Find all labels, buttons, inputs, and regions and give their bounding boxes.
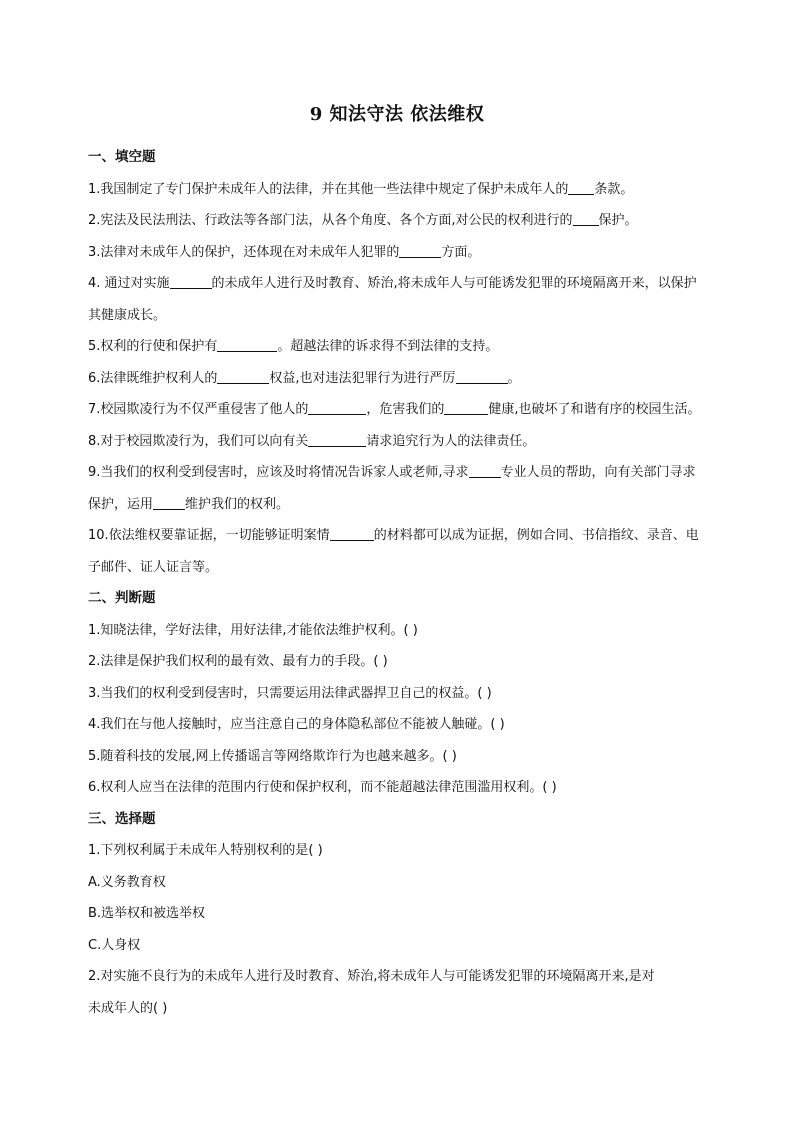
question-text: 2.宪法及民法刑法、行政法等各部门法，从各个角度、各个方面,对公民的权利进行的 [88,213,573,228]
question-text: 的未成年人进行及时教育、矫治,将未成年人与可能诱发犯罪的环境隔离开来，以保护其健康成长。 [88,276,697,323]
question-fill-10 [88,520,706,583]
question-text: 1.我国制定了专门保护未成年人的法律，并在其他一些法律中规定了保护未成年人的 [88,181,569,197]
question-fill-3 [88,237,706,269]
question-choice-1: 1.下列权利属于未成年人特别权利的是( ) [88,843,323,858]
page-title: 9 知法守法 依法维权 [309,104,485,125]
answer-blank[interactable] [153,495,185,510]
question-text: 7.校园欺凌行为不仅严重侵害了他人的 [88,402,309,417]
answer-blank[interactable] [573,211,599,226]
question-text: 8.对于校园欺凌行为，我们可以向有关 [88,433,309,449]
answer-blank[interactable] [217,369,269,384]
question-fill-4 [88,268,706,331]
question-choice-2-continued: 未成年人的( ) [88,1000,168,1016]
section-heading-fill-in: 一、填空题 [88,149,156,165]
question-text: 。超越法律的诉求得不到法律的支持。 [277,339,499,354]
answer-blank[interactable] [456,369,508,384]
worksheet-content [88,142,706,1024]
choice-option-c: C.人身权 [88,937,141,953]
answer-blank[interactable] [330,526,374,541]
question-fill-1 [88,174,706,206]
question-text: 10.依法维权要靠证据，一切能够证明案情 [88,528,330,543]
question-judge-4: 4.我们在与他人接触时，应当注意自己的身体隐私部位不能被人触碰。( ) [88,717,505,732]
question-text: 6.法律既维护权利人的 [88,370,218,386]
question-text: 维护我们的权利。 [185,496,290,512]
answer-blank[interactable] [217,337,277,352]
question-text: 健康,也破坏了和谐有序的校园生活。 [488,402,701,417]
choice-option-a: A.义务教育权 [88,874,166,890]
question-fill-2 [88,205,706,237]
question-judge-6: 6.权利人应当在法律的范围内行使和保护权利，而不能超越法律范围滥用权利。( ) [88,780,557,795]
question-judge-3: 3.当我们的权利受到侵害时，只需要运用法律武器捍卫自己的权益。( ) [88,685,492,701]
question-fill-9 [88,457,706,520]
question-judge-1: 1.知晓法律，学好法律，用好法律,才能依法维护权利。( ) [88,622,418,638]
question-text: 9.当我们的权利受到侵害时，应该及时将情况告诉家人或老师,寻求 [88,465,469,480]
question-fill-8 [88,426,706,458]
question-text: 权益,也对违法犯罪行为进行严厉 [269,370,456,386]
question-text: 。 [507,370,521,386]
question-text: ，危害我们的 [366,402,445,417]
question-text: 方面。 [441,244,481,260]
answer-blank[interactable] [399,243,441,258]
answer-blank[interactable] [444,400,488,415]
question-judge-2: 2.法律是保护我们权利的最有效、最有力的手段。( ) [88,654,388,669]
answer-blank[interactable] [308,432,366,447]
answer-blank[interactable] [469,463,501,478]
question-text: 条款。 [594,181,634,197]
question-fill-5 [88,331,706,363]
question-text: 请求追究行为人的法律责任。 [366,433,536,449]
question-judge-5: 5.随着科技的发展,网上传播谣言等网络欺诈行为也越来越多。( ) [88,748,457,764]
answer-blank[interactable] [308,400,366,415]
question-fill-7 [88,394,706,426]
answer-blank[interactable] [170,274,212,289]
section-heading-judge: 二、判断题 [88,590,156,606]
question-text: 的材料都可以成为证据，例如合同、书信指纹、录音、电子邮件、证人证言等。 [88,528,699,575]
question-choice-2: 2.对实施不良行为的未成年人进行及时教育、矫治,将未成年人与可能诱发犯罪的环境隔离开来,是对 [88,969,655,984]
choice-option-b: B.选举权和被选举权 [88,906,206,921]
question-text: 专业人员的帮助，向有关部门寻求保护，运用 [88,465,696,512]
question-fill-6 [88,363,706,395]
question-text: 4. 通过对实施 [88,276,170,291]
question-text: 3.法律对未成年人的保护，还体现在对未成年人犯罪的 [88,244,400,260]
section-heading-choice: 三、选择题 [88,810,156,827]
question-text: 保护。 [598,213,638,228]
question-text: 5.权利的行使和保护有 [88,339,218,354]
answer-blank[interactable] [568,180,594,195]
